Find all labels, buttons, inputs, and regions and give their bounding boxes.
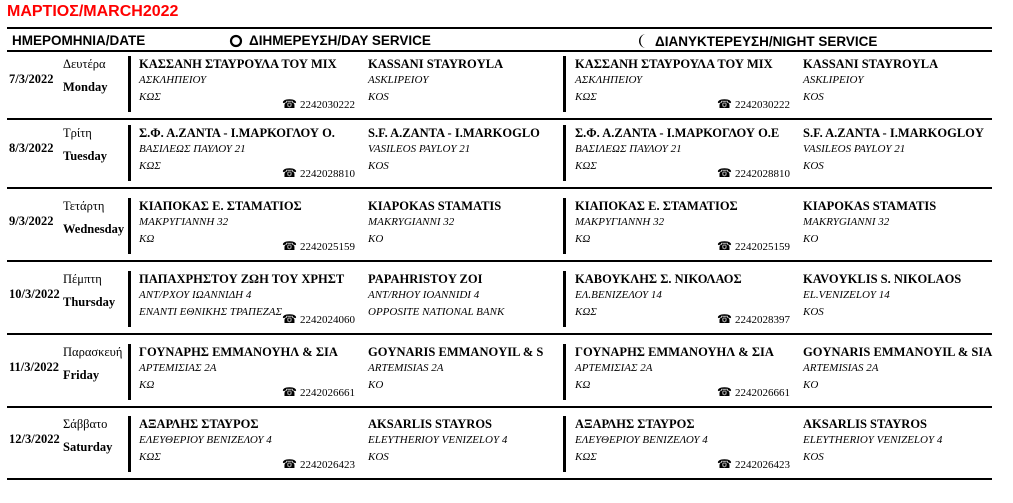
pharmacy-name-greek: ΑΞΑΡΛΗΣ ΣΤΑΥΡΟΣ bbox=[139, 417, 259, 431]
address-line-2-greek: ΚΩΣ bbox=[139, 91, 161, 103]
address-line-2-english: KOS bbox=[368, 91, 389, 103]
pharmacy-name-greek: ΚΑΒΟΥΚΛΗΣ Σ. ΝΙΚΟΛΑΟΣ bbox=[575, 272, 742, 286]
telephone-icon: ☎ bbox=[282, 97, 297, 111]
pharmacy-name-greek: ΚΑΣΣΑΝΗ ΣΤΑΥΡΟΥΛΑ ΤΟΥ ΜΙΧ bbox=[139, 57, 337, 71]
header-day-service bbox=[229, 33, 431, 48]
pharmacy-name-greek: Σ.Φ. Α.ΖΑΝΤΑ - Ι.ΜΑΡΚΟΓΛΟΥ Ο.Ε bbox=[575, 126, 780, 140]
pharmacy-name-english: S.F. A.ZANTA - I.MARKOGLO bbox=[368, 126, 540, 140]
pharmacy-name-greek: ΚΙΑΠΟΚΑΣ Ε. ΣΤΑΜΑΤΙΟΣ bbox=[575, 199, 738, 213]
column-divider bbox=[563, 198, 566, 254]
moon-icon bbox=[636, 33, 649, 49]
phone-number: 2242030222 bbox=[734, 99, 790, 111]
address-line-1-english: ARTEMISIAS 2A bbox=[803, 362, 879, 374]
table-row bbox=[0, 340, 1013, 407]
address-line-2-english: KO bbox=[803, 379, 819, 391]
header-date: ΗΜΕΡΟΜΗΝΙΑ/DATE bbox=[12, 33, 146, 48]
address-line-1-greek: ΕΛ.ΒΕΝΙΖΕΛΟΥ 14 bbox=[575, 289, 662, 301]
telephone-icon: ☎ bbox=[717, 385, 732, 399]
day-service-english bbox=[368, 198, 501, 248]
address-line-2-greek: ΕΝΑΝΤΙ ΕΘΝΙΚΗΣ ΤΡΑΠΕΖΑΣ bbox=[139, 306, 283, 318]
address-line-2-english: KO bbox=[368, 379, 384, 391]
address-line-2-greek: ΚΩΣ bbox=[139, 451, 161, 463]
sun-circle-icon bbox=[229, 34, 243, 48]
column-divider bbox=[128, 125, 131, 181]
column-divider bbox=[128, 344, 131, 400]
night-phone bbox=[717, 97, 790, 112]
day-of-week-english: Thursday bbox=[63, 295, 116, 309]
phone-number: 2242025159 bbox=[299, 241, 355, 253]
address-line-1-english: EL.VENIZELOY 14 bbox=[803, 289, 890, 301]
pharmacy-name-english: GOYNARIS EMMANOYIL & SIA bbox=[803, 345, 993, 359]
address-line-1-greek: ΑΣΚΛΗΠΕΙΟΥ bbox=[575, 74, 643, 86]
day-service-english bbox=[368, 344, 543, 394]
day-of-week-greek: Παρασκευή bbox=[63, 345, 123, 359]
address-line-1-greek: ΑΝΤ/ΡΧΟΥ ΙΩΑΝΝΙΔΗ 4 bbox=[139, 289, 252, 301]
day-service-english bbox=[368, 125, 540, 175]
day-of-week-english: Saturday bbox=[63, 440, 113, 454]
phone-number: 2242028810 bbox=[299, 168, 355, 180]
address-line-1-english: ARTEMISIAS 2A bbox=[368, 362, 444, 374]
pharmacy-name-greek: ΓΟΥΝΑΡΗΣ ΕΜΜΑΝΟΥΗΛ & ΣΙΑ bbox=[575, 345, 774, 359]
address-line-1-greek: ΜΑΚΡΥΓΙΑΝΝΗ 32 bbox=[575, 216, 665, 228]
phone-number: 2242024060 bbox=[299, 314, 355, 326]
pharmacy-name-english: KAVOYKLIS S. NIKOLAOS bbox=[803, 272, 962, 286]
day-phone bbox=[282, 166, 355, 181]
night-phone bbox=[717, 385, 790, 400]
column-divider bbox=[563, 344, 566, 400]
row-divider bbox=[7, 260, 992, 262]
telephone-icon: ☎ bbox=[717, 239, 732, 253]
day-service-english bbox=[368, 416, 507, 466]
table-row bbox=[0, 412, 1013, 479]
phone-number: 2242028810 bbox=[734, 168, 790, 180]
night-phone bbox=[717, 312, 790, 327]
row-divider bbox=[7, 333, 992, 335]
row-date: 9/3/2022 bbox=[9, 214, 54, 228]
address-line-1-english: ELEYTHERIOY VENIZELOY 4 bbox=[803, 434, 943, 446]
pharmacy-name-english: KIAPOKAS STAMATIS bbox=[368, 199, 502, 213]
row-date: 8/3/2022 bbox=[9, 141, 54, 155]
column-divider bbox=[563, 271, 566, 327]
day-of-week-greek: Δευτέρα bbox=[63, 57, 106, 71]
address-line-1-greek: ΑΣΚΛΗΠΕΙΟΥ bbox=[139, 74, 207, 86]
address-line-1-greek: ΕΛΕΥΘΕΡΙΟΥ ΒΕΝΙΖΕΛΟΥ 4 bbox=[139, 434, 272, 446]
header-night-label: ΔΙΑΝΥΚΤΕΡΕΥΣΗ/NIGHT SERVICE bbox=[655, 34, 878, 49]
address-line-1-greek: ΜΑΚΡΥΓΙΑΝΝΗ 32 bbox=[139, 216, 229, 228]
address-line-2-greek: ΚΩ bbox=[139, 233, 155, 245]
day-of-week-greek: Πέμπτη bbox=[63, 272, 102, 286]
pharmacy-name-greek: ΠΑΠΑΧΡΗΣΤΟΥ ΖΩΗ ΤΟΥ ΧΡΗΣΤ bbox=[139, 272, 345, 286]
address-line-2-english: OPPOSITE NATIONAL BANK bbox=[368, 306, 505, 318]
pharmacy-name-english: GOYNARIS EMMANOYIL & S bbox=[368, 345, 544, 359]
day-of-week-english: Tuesday bbox=[63, 149, 108, 163]
phone-number: 2242026661 bbox=[734, 387, 790, 399]
row-date: 11/3/2022 bbox=[9, 360, 60, 374]
day-of-week-english: Monday bbox=[63, 80, 108, 94]
telephone-icon: ☎ bbox=[282, 457, 297, 471]
telephone-icon: ☎ bbox=[717, 166, 732, 180]
address-line-1-greek: ΕΛΕΥΘΕΡΙΟΥ ΒΕΝΙΖΕΛΟΥ 4 bbox=[575, 434, 708, 446]
phone-number: 2242026423 bbox=[734, 459, 790, 471]
telephone-icon: ☎ bbox=[282, 385, 297, 399]
address-line-2-english: KO bbox=[368, 233, 384, 245]
address-line-1-greek: ΒΑΣΙΛΕΩΣ ΠΑΥΛΟΥ 21 bbox=[139, 143, 246, 155]
pharmacy-name-english: KASSANI STAYROYLA bbox=[368, 57, 504, 71]
day-of-week-english: Friday bbox=[63, 368, 100, 382]
row-date: 12/3/2022 bbox=[9, 432, 60, 446]
day-phone bbox=[282, 97, 355, 112]
address-line-1-english: VASILEOS PAYLOY 21 bbox=[368, 143, 471, 155]
night-service-greek bbox=[575, 416, 708, 466]
day-phone bbox=[282, 385, 355, 400]
telephone-icon: ☎ bbox=[717, 457, 732, 471]
address-line-2-english: KOS bbox=[368, 160, 389, 172]
table-row bbox=[0, 194, 1013, 261]
pharmacy-name-greek: ΚΑΣΣΑΝΗ ΣΤΑΥΡΟΥΛΑ ΤΟΥ ΜΙΧ bbox=[575, 57, 773, 71]
column-divider bbox=[128, 271, 131, 327]
day-phone bbox=[282, 312, 355, 327]
pharmacy-name-english: AKSARLIS STAYROS bbox=[368, 417, 493, 431]
address-line-1-greek: ΑΡΤΕΜΙΣΙΑΣ 2Α bbox=[575, 362, 653, 374]
phone-number: 2242025159 bbox=[734, 241, 790, 253]
pharmacy-name-english: KASSANI STAYROYLA bbox=[803, 57, 939, 71]
pharmacy-name-english: AKSARLIS STAYROS bbox=[803, 417, 928, 431]
column-divider bbox=[563, 56, 566, 112]
telephone-icon: ☎ bbox=[282, 239, 297, 253]
day-of-week-greek: Σάββατο bbox=[63, 417, 108, 431]
telephone-icon: ☎ bbox=[717, 312, 732, 326]
address-line-2-english: KOS bbox=[803, 160, 824, 172]
address-line-1-english: ASKLIPEIOY bbox=[803, 74, 864, 86]
telephone-icon: ☎ bbox=[717, 97, 732, 111]
address-line-1-english: MAKRYGIANNI 32 bbox=[368, 216, 455, 228]
day-of-week-greek: Τρίτη bbox=[63, 126, 92, 140]
row-divider bbox=[7, 187, 992, 189]
telephone-icon: ☎ bbox=[282, 166, 297, 180]
night-service-english bbox=[803, 56, 938, 106]
page-title: ΜΑΡΤΙΟΣ/MARCH2022 bbox=[7, 3, 179, 20]
night-phone bbox=[717, 457, 790, 472]
address-line-2-greek: ΚΩΣ bbox=[575, 306, 597, 318]
row-divider bbox=[7, 118, 992, 120]
pharmacy-name-english: PAPAHRISTOY ZOI bbox=[368, 272, 483, 286]
pharmacy-name-greek: Σ.Φ. Α.ΖΑΝΤΑ - Ι.ΜΑΡΚΟΓΛΟΥ Ο. bbox=[139, 126, 335, 140]
address-line-1-english: ANT/RHOY IOANNIDI 4 bbox=[368, 289, 480, 301]
address-line-2-greek: ΚΩ bbox=[139, 379, 155, 391]
day-service-greek bbox=[139, 198, 302, 248]
address-line-2-english: KO bbox=[803, 233, 819, 245]
table-row bbox=[0, 52, 1013, 119]
day-service-greek bbox=[139, 416, 272, 466]
row-date: 10/3/2022 bbox=[9, 287, 60, 301]
column-divider bbox=[563, 416, 566, 472]
table-row bbox=[0, 267, 1013, 334]
address-line-1-greek: ΒΑΣΙΛΕΩΣ ΠΑΥΛΟΥ 21 bbox=[575, 143, 682, 155]
phone-number: 2242026661 bbox=[299, 387, 355, 399]
address-line-1-english: VASILEOS PAYLOY 21 bbox=[803, 143, 906, 155]
pharmacy-name-greek: ΚΙΑΠΟΚΑΣ Ε. ΣΤΑΜΑΤΙΟΣ bbox=[139, 199, 302, 213]
address-line-1-english: ELEYTHERIOY VENIZELOY 4 bbox=[368, 434, 508, 446]
address-line-2-greek: ΚΩ bbox=[575, 379, 591, 391]
night-service-english bbox=[803, 271, 961, 321]
pharmacy-name-english: S.F. A.ZANTA - I.MARKOGLOY bbox=[803, 126, 984, 140]
night-service-english bbox=[803, 198, 936, 248]
night-phone bbox=[717, 239, 790, 254]
day-service-english bbox=[368, 271, 504, 321]
header-night-service bbox=[636, 33, 877, 49]
day-of-week-greek: Τετάρτη bbox=[63, 199, 105, 213]
address-line-2-english: KOS bbox=[803, 306, 824, 318]
pharmacy-name-english: KIAPOKAS STAMATIS bbox=[803, 199, 937, 213]
address-line-1-english: MAKRYGIANNI 32 bbox=[803, 216, 890, 228]
column-divider bbox=[563, 125, 566, 181]
row-date: 7/3/2022 bbox=[9, 72, 54, 86]
night-service-english bbox=[803, 125, 984, 175]
pharmacy-name-greek: ΑΞΑΡΛΗΣ ΣΤΑΥΡΟΣ bbox=[575, 417, 695, 431]
address-line-2-greek: ΚΩΣ bbox=[575, 91, 597, 103]
night-service-english bbox=[803, 416, 942, 466]
address-line-2-english: KOS bbox=[803, 91, 824, 103]
header-day-label: ΔΙΗΜΕΡΕΥΣΗ/DAY SERVICE bbox=[249, 33, 431, 48]
phone-number: 2242026423 bbox=[299, 459, 355, 471]
header-top-rule bbox=[7, 27, 992, 29]
day-service-english bbox=[368, 56, 503, 106]
column-divider bbox=[128, 198, 131, 254]
pharmacy-name-greek: ΓΟΥΝΑΡΗΣ ΕΜΜΑΝΟΥΗΛ & ΣΙΑ bbox=[139, 345, 338, 359]
night-service-greek bbox=[575, 198, 738, 248]
address-line-2-greek: ΚΩ bbox=[575, 233, 591, 245]
night-phone bbox=[717, 166, 790, 181]
table-row bbox=[0, 121, 1013, 188]
telephone-icon: ☎ bbox=[282, 312, 297, 326]
row-divider bbox=[7, 406, 992, 408]
address-line-2-english: KOS bbox=[803, 451, 824, 463]
address-line-2-greek: ΚΩΣ bbox=[139, 160, 161, 172]
night-service-english bbox=[803, 344, 992, 394]
address-line-2-greek: ΚΩΣ bbox=[575, 160, 597, 172]
phone-number: 2242028397 bbox=[734, 314, 790, 326]
address-line-1-english: ASKLIPEIOY bbox=[368, 74, 429, 86]
address-line-2-english: KOS bbox=[368, 451, 389, 463]
address-line-2-greek: ΚΩΣ bbox=[575, 451, 597, 463]
address-line-1-greek: ΑΡΤΕΜΙΣΙΑΣ 2Α bbox=[139, 362, 217, 374]
day-phone bbox=[282, 239, 355, 254]
phone-number: 2242030222 bbox=[299, 99, 355, 111]
row-divider bbox=[7, 478, 992, 480]
day-of-week-english: Wednesday bbox=[63, 222, 125, 236]
day-phone bbox=[282, 457, 355, 472]
column-divider bbox=[128, 56, 131, 112]
column-divider bbox=[128, 416, 131, 472]
